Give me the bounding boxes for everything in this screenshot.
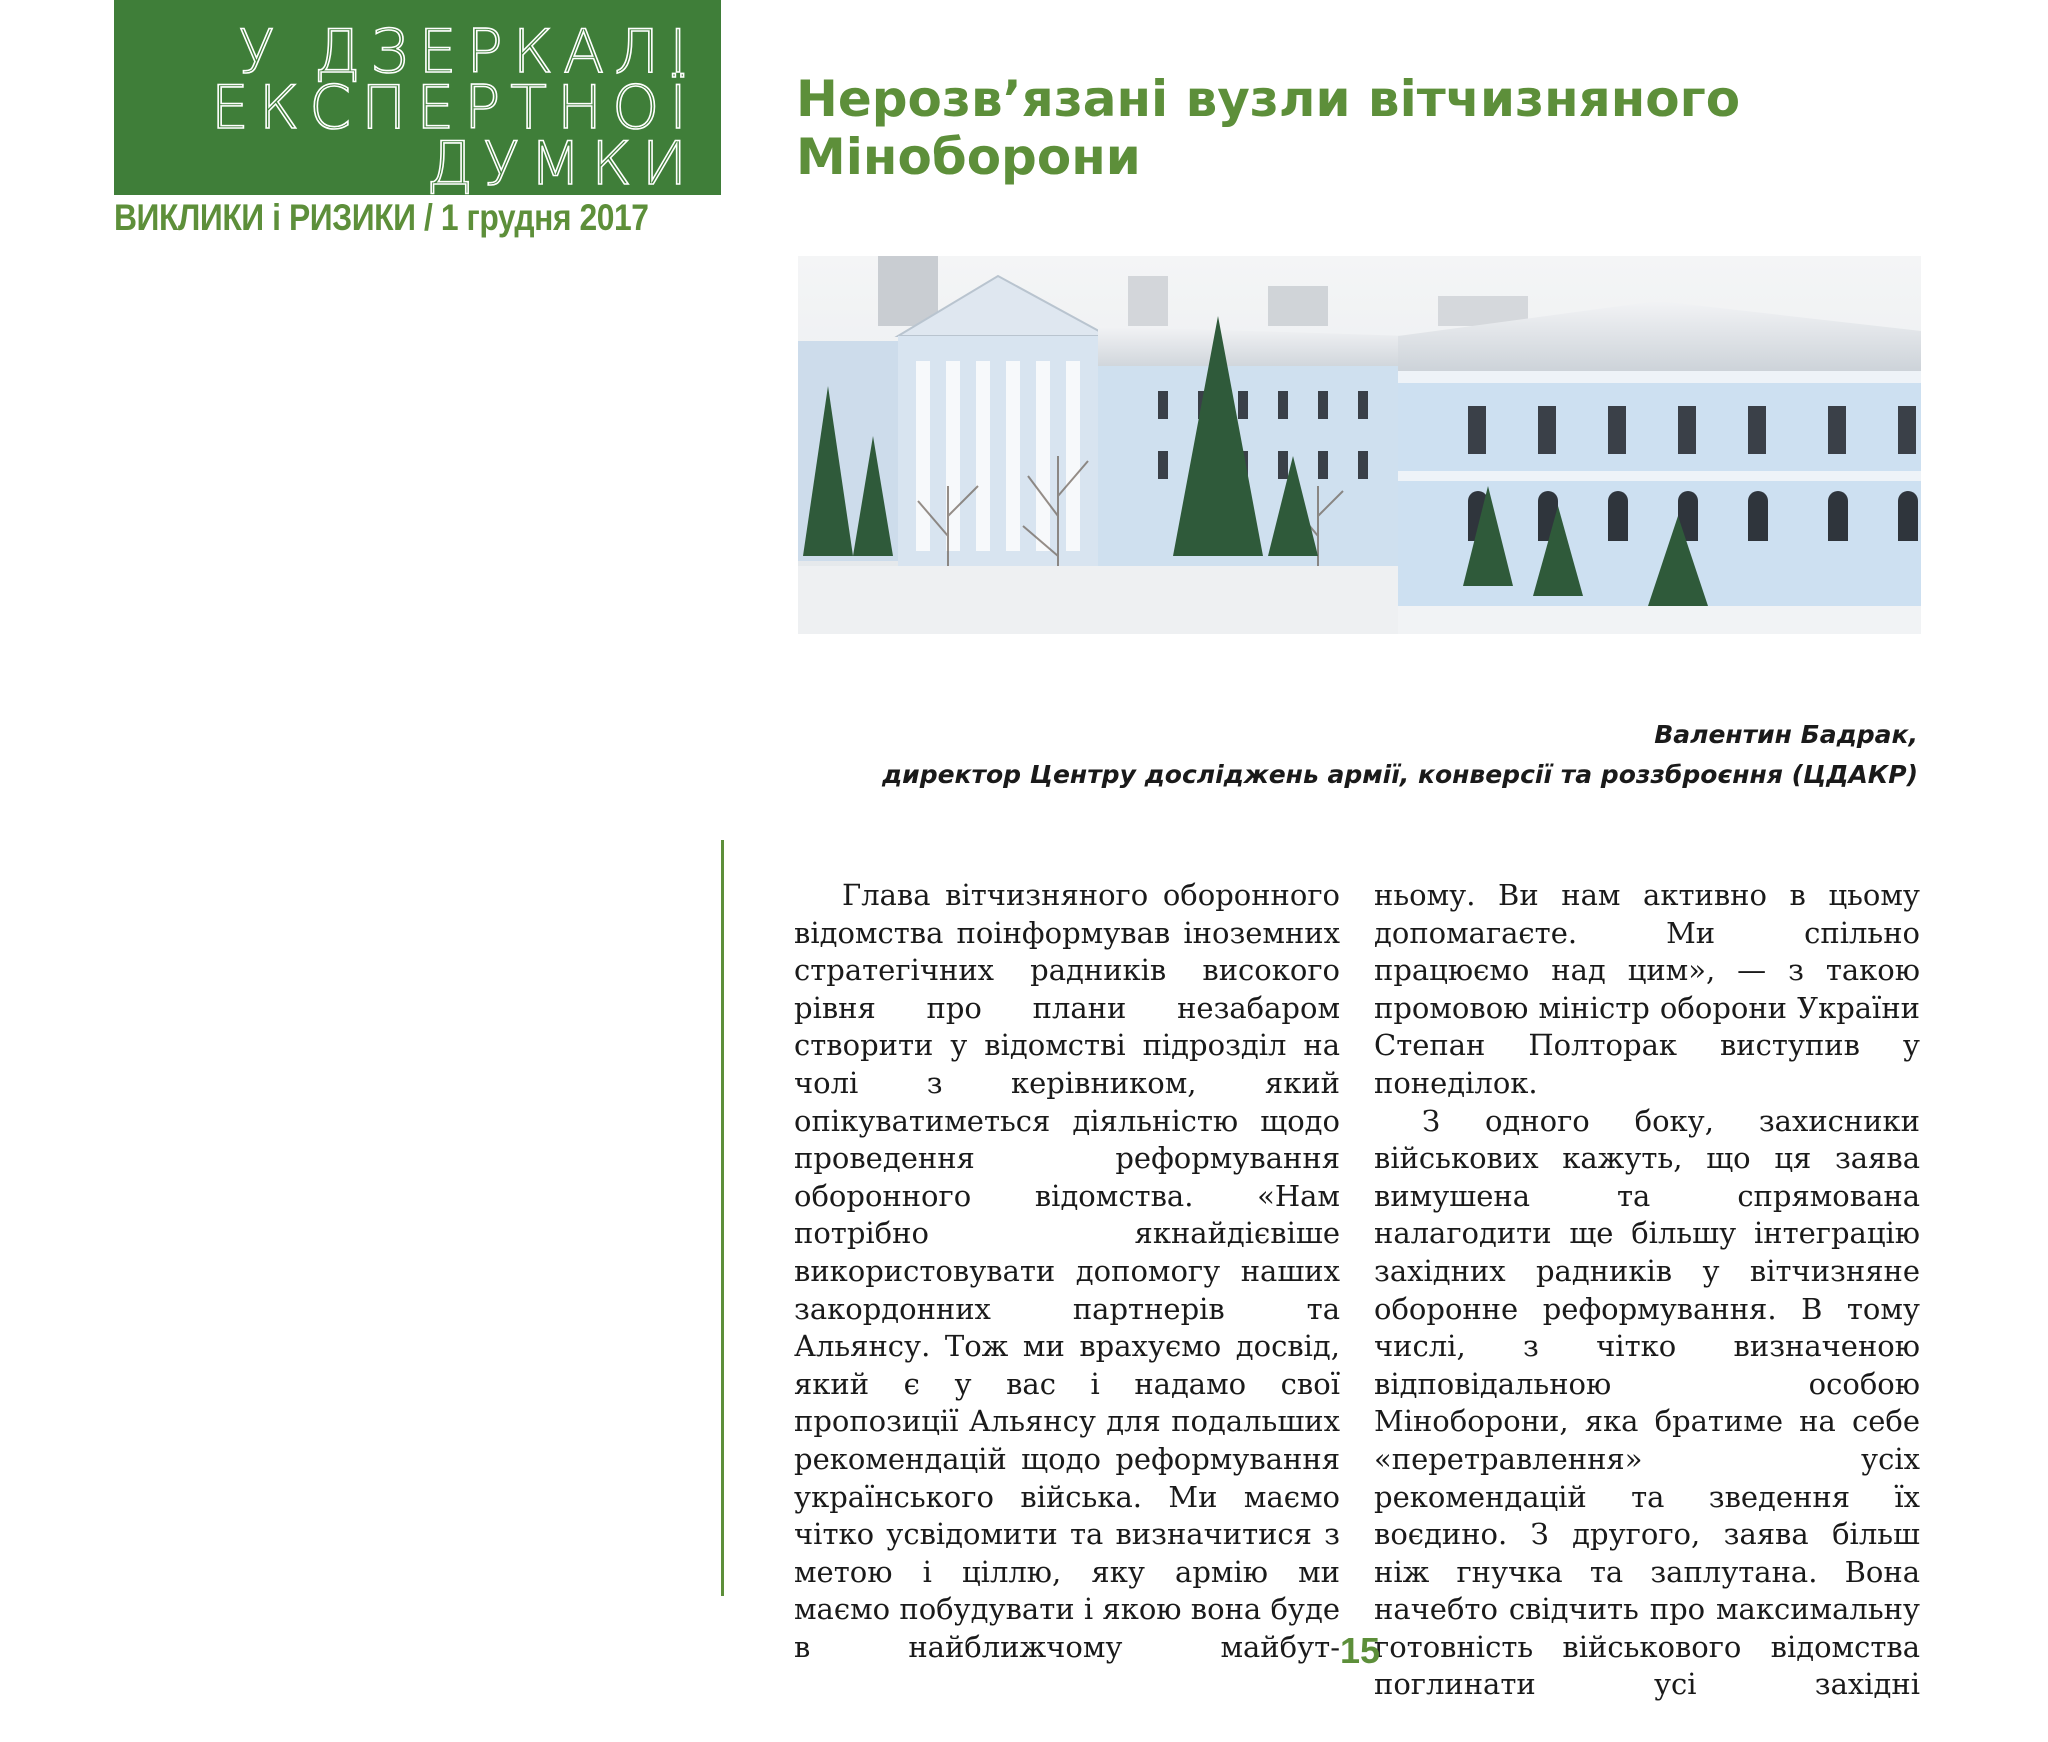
masthead-line-2: ЕКСПЕРТНОЇ [210, 73, 697, 143]
masthead-line-1: У ДЗЕРКАЛІ [238, 17, 697, 87]
text-column-2 [1374, 877, 1920, 1742]
page-number: 15 [1339, 1630, 1381, 1671]
masthead-logo [114, 0, 721, 199]
ministry-building-photo [798, 256, 1921, 634]
column-divider [721, 840, 724, 1596]
text-column-1 [794, 877, 1340, 1704]
paragraph: ньому. Ви нам активно в цьому допомагаєте. Ми спільно працюємо над цим», — з такою промовою міністр оборони України Степан Полторак виступив у понеділок. [1374, 878, 1920, 1100]
issue-line: ВИКЛИКИ і РИЗИКИ / 1 грудня 2017 [114, 197, 649, 238]
author-name: Валентин Бадрак, [1654, 720, 1918, 749]
masthead-line-3: ДУМКИ [426, 129, 697, 199]
paragraph: З одного боку, захисники військових кажуть, що ця заява вимушена та спрямована налагодити ще більшу інтеграцію західних радників у вітчизняне оборонне реформування. В тому числі, з чітко визначеною відповідальною особою Міноборони, яка братиме на себе «перетравлення» усіх рекомендацій та зведення їх воєдино. З другого, заява більш ніж гнучка та заплутана. Вона начебто свідчить про максимальну готовність військового відомства поглинати усі західні [1374, 1103, 1920, 1702]
article-title: Нерозв’язані вузли вітчизняного Міноборони [796, 70, 1741, 186]
paragraph: Глава вітчизняного оборонного відомства поінформував іноземних стратегічних радників високого рівня про плани незабаром створити у відомстві підрозділ на чолі з керівником, який опікуватиметься діяльністю щодо проведення реформування оборонного відомства. «Нам потрібно якнайдієвіше використовувати допомогу наших закордонних партнерів та Альянсу. Тож ми врахуємо досвід, який є у вас і надамо свої пропозиції Альянсу для подальших рекомендацій щодо реформування українського війська. Ми маємо чітко усвідомити та визначитися з метою і ціллю, яку армію ми маємо побудувати і якою вона буде в найближчому майбут- [794, 878, 1340, 1664]
author-block [718, 715, 1918, 795]
author-role: директор Центру досліджень армії, конверсії та роззброєння (ЦДАКР) [881, 760, 1918, 789]
